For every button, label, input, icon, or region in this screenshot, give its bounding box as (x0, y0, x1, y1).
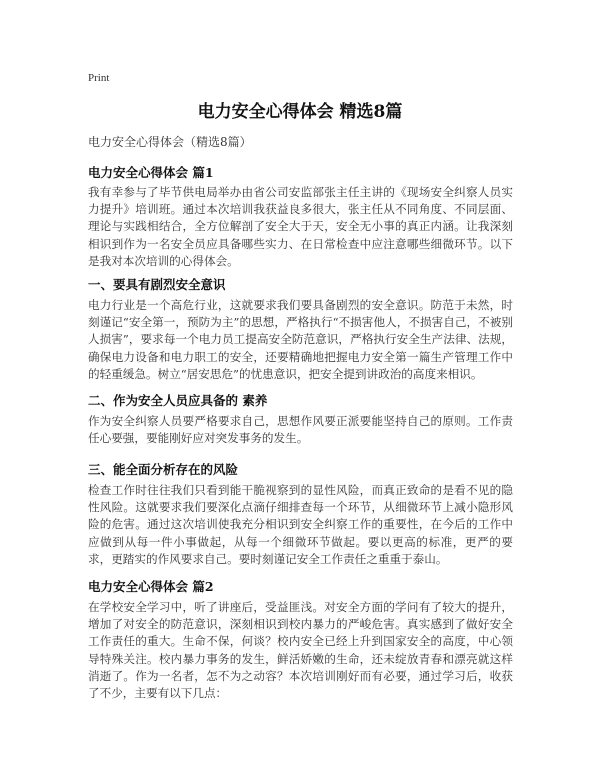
paragraph-1: 我有幸参与了毕节供电局举办由省公司安监部张主任主讲的《现场安全纠察人员实力提升》培训班。通过本次培训我获益良多很大，张主任从不同角度、不同层面、理论与实践相结合，全方位解剖了安全大于天，安全无小事的真正内涵。让我深刻相识到作为一名安全员应具备哪些实力、在日常检查中应注意哪些细微环节。以下是我对本次培训的心得体会。 (88, 185, 513, 268)
section-heading-4: 三、能全面分析存在的风险 (88, 462, 239, 477)
paragraph-3: 作为安全纠察人员要严格要求自己，思想作风要正派要能坚持自己的原则。工作责任心要强，要能刚好应对突发事务的发生。 (88, 414, 513, 446)
section-heading-2: 一、要具有剧烈安全意识 (88, 277, 226, 292)
document-subtitle: 电力安全心得体会（精选8篇） (88, 135, 252, 149)
paragraph-4: 检查工作时往往我们只看到能干脆视察到的显性风险，而真正致命的是看不见的隐性风险。这就要求我们要深化点滴仔细排查每一个环节，从细微环节上减小隐形风险的危害。通过这次培训使我充分相识到安全纠察工作的重要性，在今后的工作中应做到从每一件小事做起，从每一个细微环节做起。要以更高的标准，更严的要求，更踏实的作风要求自己。要时刻谨记安全工作责任之重重于泰山。 (88, 483, 513, 566)
paragraph-5: 在学校安全学习中，听了讲座后，受益匪浅。对安全方面的学问有了较大的提升，增加了对安全的防范意识，深刻相识到校内暴力的严峻危害。真实感到了做好安全工作责任的重大。生命不保，何谈？校内安全已经上升到国家安全的高度，中心领导特殊关注。校内暴力事务的发生，鲜活娇嫩的生命，还未绽放青春和漂亮就这样消逝了。作为一名者，怎不为之动容？本次培训刚好而有必要，通过学习后，收获了不少，主要有以下几点： (88, 600, 513, 701)
section-heading-5: 电力安全心得体会 篇2 (88, 579, 214, 594)
document-title: 电力安全心得体会 精选8篇 (197, 102, 403, 122)
print-label: Print (88, 72, 110, 84)
section-heading-3: 二、作为安全人员应具备的 素养 (88, 393, 268, 408)
paragraph-2: 电力行业是一个高危行业，这就要求我们要具备剧烈的安全意识。防范于未然，时刻谨记“安全第一，预防为主”的思想，严格执行“不损害他人，不损害自己，不被别人损害”，要求每一个电力员工提高安全防范意识，严格执行安全生产法律、法规，确保电力设备和电力职工的安全，还要精确地把握电力安全第一篇生产管理工作中的轻重缓急。树立“居安思危”的忧患意识，把安全提到讲政治的高度来相识。 (88, 298, 513, 381)
section-heading-1: 电力安全心得体会 篇1 (88, 165, 214, 180)
